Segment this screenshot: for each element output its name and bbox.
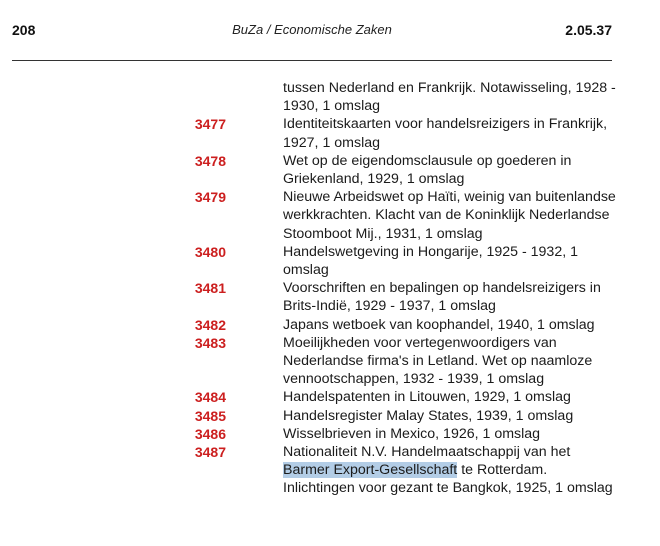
entry-text-after: te Rotterdam. Inlichtingen voor gezant te Bangkok, 1925, 1 omslag	[283, 462, 613, 497]
entry-description: Japans wetboek van koophandel, 1940, 1 omslag	[283, 316, 595, 333]
entry-description: tussen Nederland en Frankrijk. Notawisseling, 1928 - 1930, 1 omslag	[283, 80, 616, 115]
entry-description: Wisselbrieven in Mexico, 1926, 1 omslag	[283, 425, 541, 442]
entry-number: 3479	[194, 189, 226, 206]
inventory-entry-3487	[0, 443, 660, 498]
entry-number: 3481	[194, 280, 226, 297]
selected-text[interactable]: Barmer Export-Gesellschaft	[283, 462, 458, 479]
inventory-entry-3485	[0, 407, 660, 425]
page-header	[12, 22, 612, 44]
entry-description: Wet op de eigendomsclausule op goederen in Griekenland, 1929, 1 omslag	[283, 152, 572, 188]
running-title: BuZa / Economische Zaken	[232, 22, 392, 37]
page-number: 208	[12, 22, 36, 38]
inventory-entry-3484	[0, 388, 660, 406]
entry-number: 3486	[194, 425, 226, 442]
continued-entry	[0, 79, 660, 115]
entry-description	[283, 443, 618, 498]
entry-number: 3482	[194, 316, 226, 333]
entry-number: 3478	[194, 152, 226, 169]
inventory-entry-3482	[0, 316, 660, 334]
entry-number: 3483	[194, 334, 226, 351]
entry-description: Handelswetgeving in Hongarije, 1925 - 1932, 1 omslag	[283, 243, 578, 279]
entry-number: 3487	[194, 444, 226, 461]
entry-number: 3485	[194, 407, 226, 424]
inventory-entry-3486	[0, 425, 660, 443]
entry-description: Handelspatenten in Litouwen, 1929, 1 omslag	[283, 389, 571, 406]
inventory-entry-3480	[0, 243, 660, 279]
entry-description: Identiteitskaarten voor handelsreizigers in Frankrijk, 1927, 1 omslag	[283, 116, 608, 151]
archive-code: 2.05.37	[565, 22, 612, 38]
header-divider	[12, 60, 612, 61]
entry-description: Handelsregister Malay States, 1939, 1 omslag	[283, 407, 574, 424]
inventory-entry-3479	[0, 188, 660, 243]
entry-number: 3484	[194, 389, 226, 406]
inventory-entry-3483	[0, 334, 660, 389]
inventory-list	[0, 79, 660, 498]
inventory-entry-3481	[0, 279, 660, 315]
inventory-entry-3478	[0, 152, 660, 188]
entry-description: Voorschriften en bepalingen op handelsreizigers in Brits-Indië, 1929 - 1937, 1 omslag	[283, 280, 601, 315]
entry-description: Moeilijkheden voor vertegenwoordigers van Nederlandse firma's in Letland. Wet op naamloze vennootschappen, 1932 - 1939, 1 omslag	[283, 334, 593, 388]
inventory-entry-3477	[0, 115, 660, 151]
entry-number: 3480	[194, 243, 226, 260]
entry-text-before: Nationaliteit N.V. Handelmaatschappij van het	[283, 444, 571, 461]
entry-description: Nieuwe Arbeidswet op Haïti, weinig van buitenlandse werkkrachten. Klacht van de Koninklijk Nederlandse Stoomboot Mij., 1931, 1 omslag	[283, 189, 616, 242]
entry-number: 3477	[194, 116, 226, 133]
